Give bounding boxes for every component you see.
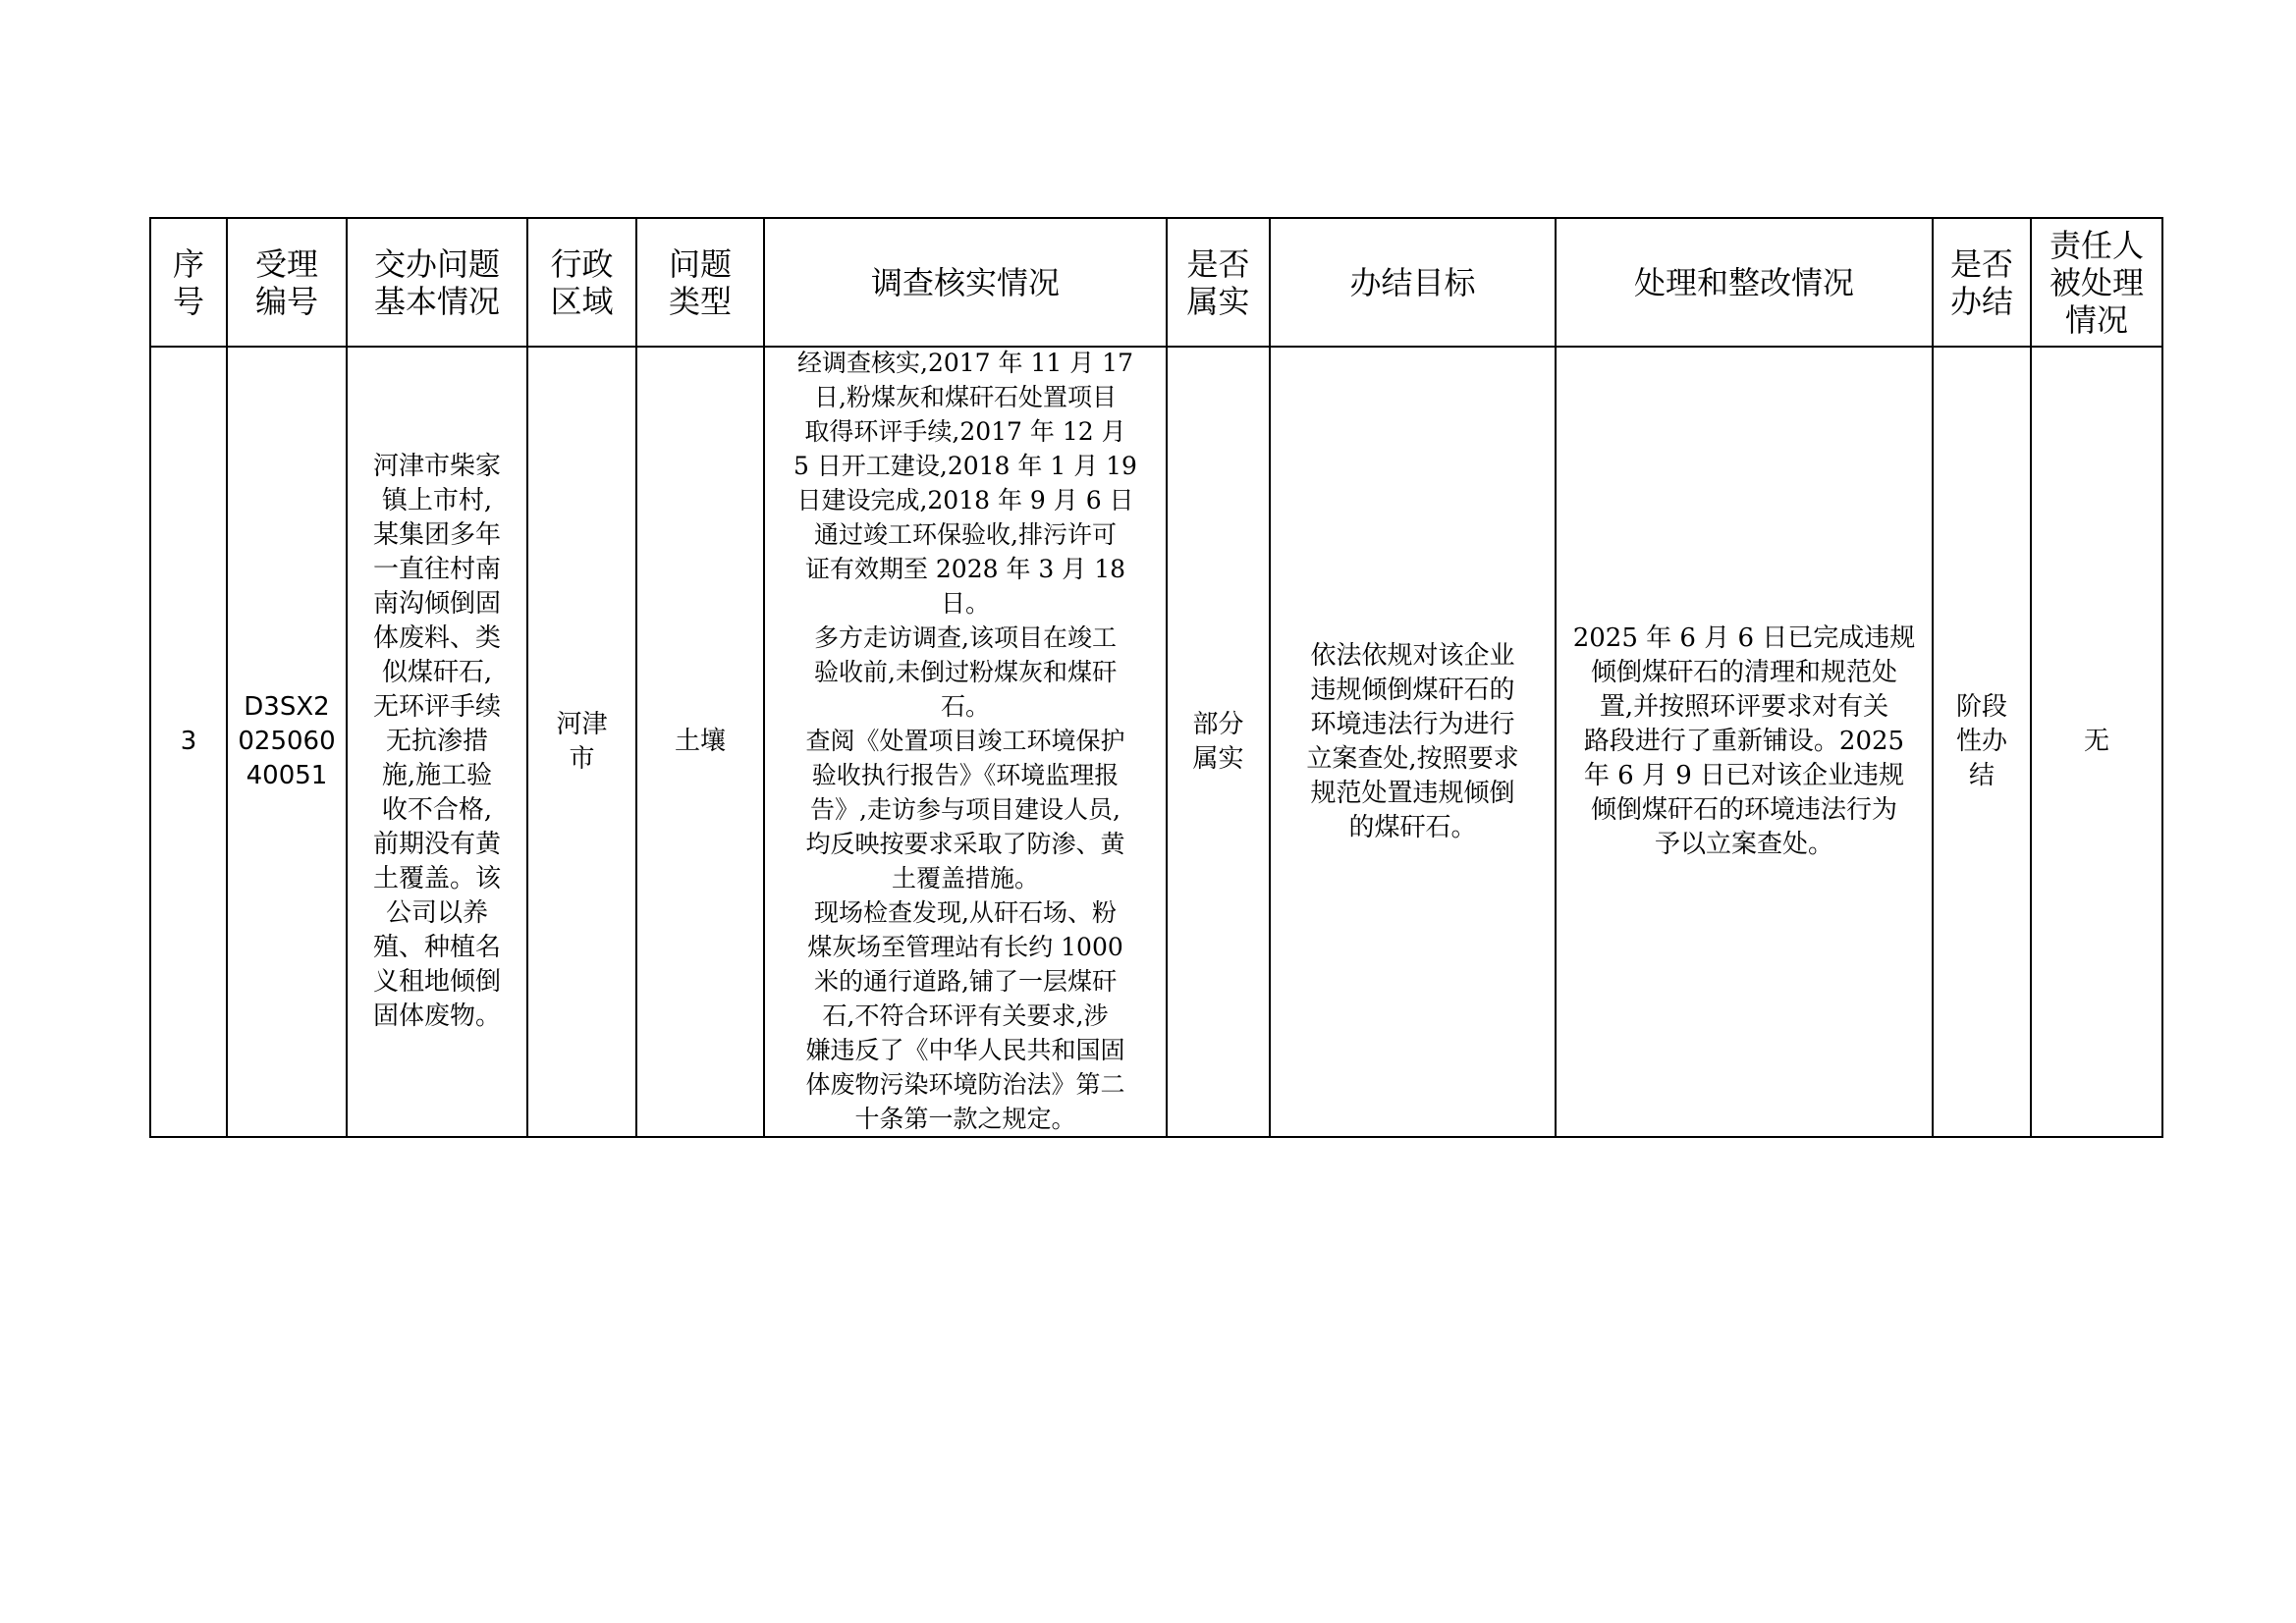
cell-handling: 2025 年 6 月 6 日已完成违规 倾倒煤矸石的清理和规范处 置,并按照环评要求对有关 路段进行了重新铺设。2025 年 6 月 9 日已对该企业违规 倾倒煤矸石的环境违法行为 予以立案查处。 <box>1556 347 1933 1137</box>
cell-investigation: 经调查核实,2017 年 11 月 17 日,粉煤灰和煤矸石处置项目 取得环评手续,2017 年 12 月 5 日开工建设,2018 年 1 月 19 日建设完成,2018 年 9 月 6 日 通过竣工环保验收,排污许可 证有效期至 2028 年 3 月 18 日。 多方走访调查,该项目在竣工 验收前,未倒过粉煤灰和煤矸 石。 查阅《处置项目竣工环境保护 验收执行报告》《环境监理报 告》,走访参与项目建设人员, 均反映按要求采取了防渗、黄 土覆盖措施。 现场检查发现,从矸石场、粉 煤灰场至管理站有长约 1000 米的通行道路,铺了一层煤矸 石,不符合环评有关要求,涉 嫌违反了《中华人民共和国固 体废物污染环境防治法》第二 十条第一款之规定。 <box>764 347 1167 1137</box>
cell-issue-type: 土壤 <box>636 347 764 1137</box>
table-header-row <box>150 218 2162 347</box>
header-handling: 处理和整改情况 <box>1556 218 1933 347</box>
cell-target: 依法依规对该企业 违规倾倒煤矸石的 环境违法行为进行 立案查处,按照要求 规范处置违规倾倒 的煤矸石。 <box>1270 347 1556 1137</box>
header-issue-type: 问题 类型 <box>636 218 764 347</box>
table-row <box>150 347 2162 1137</box>
cell-verified: 部分 属实 <box>1167 347 1270 1137</box>
header-responsible: 责任人 被处理 情况 <box>2031 218 2162 347</box>
header-accept-no: 受理 编号 <box>227 218 347 347</box>
cell-issue: 河津市柴家 镇上市村, 某集团多年 一直往村南 南沟倾倒固 体废料、类 似煤矸石, 无环评手续 无抗渗措 施,施工验 收不合格, 前期没有黄 土覆盖。该 公司以养 殖、种植名 义租地倾倒 固体废物。 <box>347 347 527 1137</box>
header-region: 行政 区域 <box>527 218 636 347</box>
cell-region: 河津 市 <box>527 347 636 1137</box>
cell-closed: 阶段 性办 结 <box>1933 347 2031 1137</box>
cell-seq: 3 <box>150 347 227 1137</box>
header-investigation: 调查核实情况 <box>764 218 1167 347</box>
case-table <box>149 217 2163 1138</box>
header-closed: 是否 办结 <box>1933 218 2031 347</box>
cell-responsible: 无 <box>2031 347 2162 1137</box>
cell-accept-no: D3SX2 025060 40051 <box>227 347 347 1137</box>
header-seq: 序 号 <box>150 218 227 347</box>
header-target: 办结目标 <box>1270 218 1556 347</box>
header-issue: 交办问题 基本情况 <box>347 218 527 347</box>
header-verified: 是否 属实 <box>1167 218 1270 347</box>
